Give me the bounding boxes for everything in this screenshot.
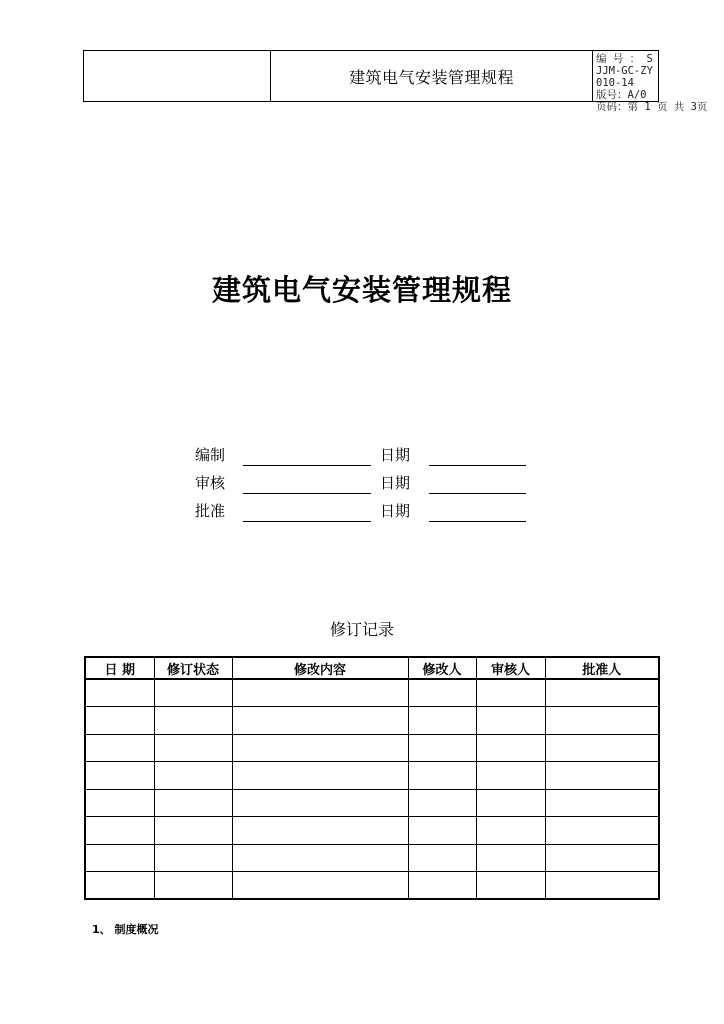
table-row xyxy=(85,789,659,817)
table-cell xyxy=(154,679,232,707)
table-cell xyxy=(154,844,232,872)
column-header-approver: 批准人 xyxy=(545,657,659,679)
table-cell xyxy=(154,789,232,817)
table-cell xyxy=(408,679,476,707)
table-cell xyxy=(85,872,154,900)
table-cell xyxy=(476,844,545,872)
table-cell xyxy=(85,817,154,845)
table-row xyxy=(85,817,659,845)
table-cell xyxy=(232,734,408,762)
column-header-status: 修订状态 xyxy=(154,657,232,679)
signoff-row xyxy=(195,498,535,526)
document-header xyxy=(83,50,708,113)
table-cell xyxy=(154,707,232,735)
table-row xyxy=(85,679,659,707)
table-cell xyxy=(476,817,545,845)
table-cell xyxy=(85,679,154,707)
table-cell xyxy=(154,734,232,762)
signoff-date-label: 日期 xyxy=(380,502,411,520)
table-cell xyxy=(545,762,659,790)
table-cell xyxy=(232,872,408,900)
table-cell xyxy=(408,762,476,790)
table-cell xyxy=(85,762,154,790)
doc-version-label: 版号： xyxy=(596,89,628,101)
table-cell xyxy=(408,844,476,872)
table-cell xyxy=(154,872,232,900)
header-meta xyxy=(593,51,708,113)
revision-record-title: 修订记录 xyxy=(329,620,394,639)
header-logo-cell xyxy=(84,51,271,101)
table-cell xyxy=(545,817,659,845)
table-cell xyxy=(232,707,408,735)
column-header-modifier: 修改人 xyxy=(408,657,476,679)
table-cell xyxy=(476,734,545,762)
doc-code xyxy=(596,53,656,89)
section-heading: 1、 制度概况 xyxy=(92,923,159,936)
table-cell xyxy=(154,817,232,845)
table-cell xyxy=(232,789,408,817)
doc-code-label: 编 号 ： xyxy=(596,53,641,65)
table-row xyxy=(85,872,659,900)
table-cell xyxy=(476,872,545,900)
table-cell xyxy=(545,789,659,817)
signoff-role-label: 批准 xyxy=(195,502,226,520)
table-cell xyxy=(232,679,408,707)
doc-version xyxy=(596,89,656,101)
revision-table xyxy=(84,656,660,900)
signoff-role-label: 编制 xyxy=(195,446,226,464)
date-line xyxy=(429,465,526,466)
table-cell xyxy=(408,817,476,845)
table-cell xyxy=(232,762,408,790)
table-row xyxy=(85,762,659,790)
date-line xyxy=(429,521,526,522)
table-cell xyxy=(545,679,659,707)
column-header-reviewer: 审核人 xyxy=(476,657,545,679)
doc-version-value: A/0 xyxy=(627,89,647,101)
table-row xyxy=(85,707,659,735)
table-cell xyxy=(476,707,545,735)
signature-line xyxy=(243,521,371,522)
table-cell xyxy=(85,789,154,817)
table-cell xyxy=(408,707,476,735)
table-row xyxy=(85,844,659,872)
table-cell xyxy=(476,762,545,790)
table-cell xyxy=(232,844,408,872)
document-title: 建筑电气安装管理规程 xyxy=(211,273,512,307)
signoff-date-label: 日期 xyxy=(380,446,411,464)
signoff-date-label: 日期 xyxy=(380,474,411,492)
table-cell xyxy=(408,734,476,762)
table-cell xyxy=(545,734,659,762)
table-header-row xyxy=(85,657,659,679)
table-cell xyxy=(85,707,154,735)
signoff-row xyxy=(195,470,535,498)
signature-line xyxy=(243,493,371,494)
signoff-role-label: 审核 xyxy=(195,474,226,492)
table-cell xyxy=(545,872,659,900)
table-cell xyxy=(232,817,408,845)
table-cell xyxy=(545,707,659,735)
table-cell xyxy=(408,789,476,817)
doc-page-number: 页码：第 1 页 共 3页 xyxy=(596,101,708,113)
column-header-content: 修改内容 xyxy=(232,657,408,679)
table-cell xyxy=(85,844,154,872)
column-header-date: 日 期 xyxy=(85,657,154,679)
table-cell xyxy=(545,844,659,872)
table-cell xyxy=(154,762,232,790)
header-title: 建筑电气安装管理规程 xyxy=(271,51,593,101)
table-cell xyxy=(476,789,545,817)
signature-line xyxy=(243,465,371,466)
table-cell xyxy=(476,679,545,707)
table-row xyxy=(85,734,659,762)
table-cell xyxy=(408,872,476,900)
doc-code-value: SJJM-GC-ZY010-14 xyxy=(596,53,653,89)
signoff-row xyxy=(195,442,535,470)
table-cell xyxy=(85,734,154,762)
date-line xyxy=(429,493,526,494)
signoff-block xyxy=(195,442,535,526)
